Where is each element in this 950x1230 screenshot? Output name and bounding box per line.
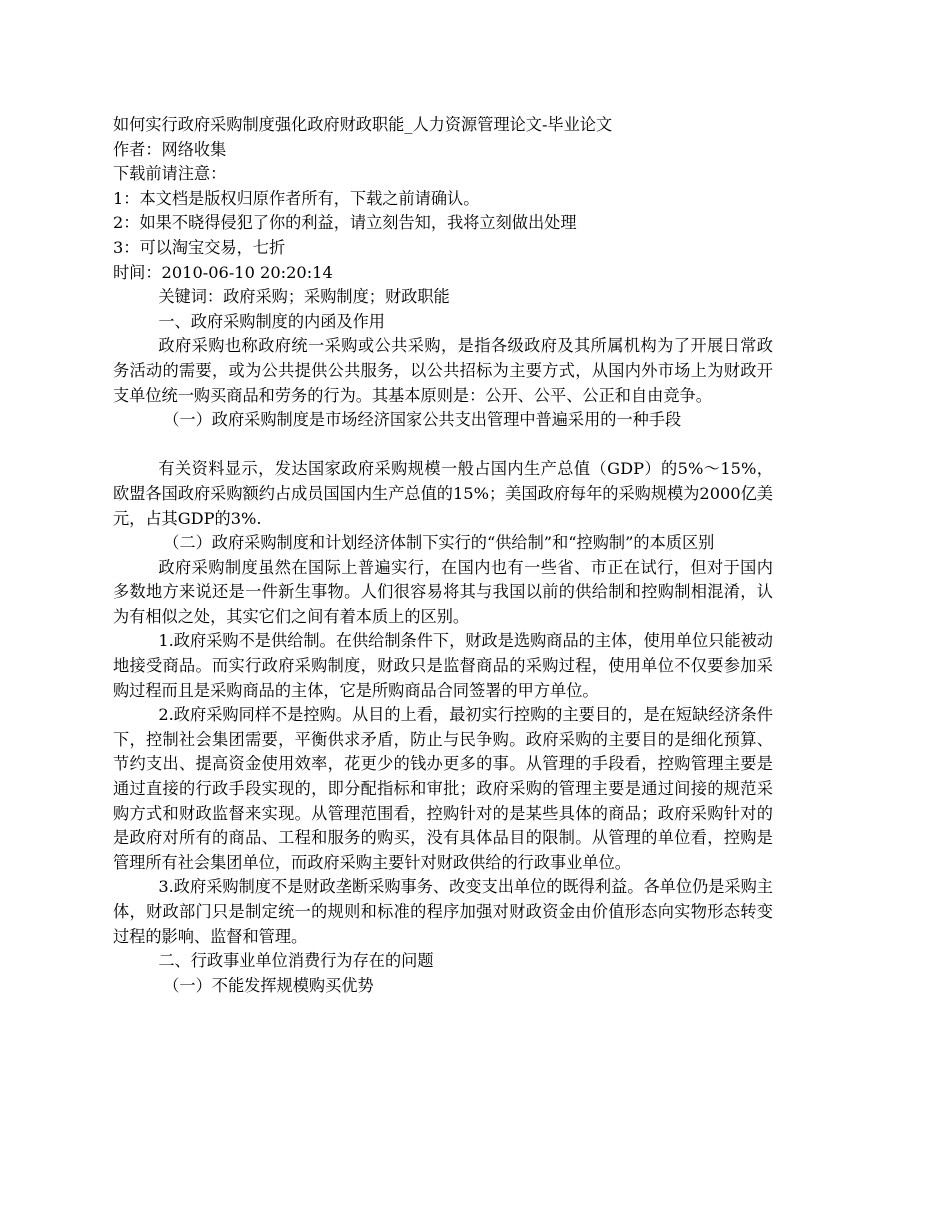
notice-item-3: 3：可以淘宝交易，七折 [113,237,286,257]
keywords: 关键词：政府采购；采购制度；财政职能 [158,287,450,307]
section-heading-2: 二、行政事业单位消费行为存在的问题 [158,951,434,971]
paragraph-4: 1.政府采购不是供给制。在供给制条件下，财政是选购商品的主体，使用单位只能被动地接受商品。而实行政府采购制度，财政只是监督商品的采购过程，使用单位不仅要参加采购过程而且是采购商品的主体，它是所购商品合同签署的甲方单位。 [113,631,773,700]
notice-item-1: 1：本文档是版权归原作者所有，下载之前请确认。 [113,188,480,208]
paragraph-1: 政府采购也称政府统一采购或公共采购，是指各级政府及其所属机构为了开展日常政务活动的需要，或为公共提供公共服务，以公共招标为主要方式，从国内外市场上为财政开支单位统一购买商品和劳务的行为。其基本原则是：公开、公平、公正和自由竞争。 [113,336,773,405]
notice-title: 下载前请注意： [113,164,227,184]
subheading-1: （一）政府采购制度是市场经济国家公共支出管理中普遍采用的一种手段 [163,410,682,430]
section-heading-1: 一、政府采购制度的内函及作用 [158,311,385,331]
author-line: 作者：网络收集 [113,139,227,159]
paragraph-6: 3.政府采购制度不是财政垄断采购事务、改变支出单位的既得利益。各单位仍是采购主体，财政部门只是制定统一的规则和标准的程序加强对财政资金由价值形态向实物形态转变过程的影响、监督和管理。 [113,877,773,946]
paragraph-2: 有关资料显示，发达国家政府采购规模一般占国内生产总值（GDP）的5%～15%，欧盟各国政府采购额约占成员国国内生产总值的15%；美国政府每年的采购规模为2000亿美元，占其GDP的3%. [113,459,773,528]
blank-line [113,433,773,458]
document-page [113,113,773,998]
notice-item-2: 2：如果不晓得侵犯了你的利益，请立刻告知，我将立刻做出处理 [113,213,577,233]
publish-time: 时间：2010-06-10 20:20:14 [113,262,333,282]
subheading-3: （一）不能发挥规模购买优势 [163,975,374,995]
paragraph-5: 2.政府采购同样不是控购。从目的上看，最初实行控购的主要目的，是在短缺经济条件下，控制社会集团需要，平衡供求矛盾，防止与民争购。政府采购的主要目的是细化预算、节约支出、提高资金使用效率，花更少的钱办更多的事。从管理的手段看，控购管理主要是通过直接的行政手段实现的，即分配指标和审批；政府采购的管理主要是通过间接的规范采购方式和财政监督来实现。从管理范围看，控购针对的是某些具体的商品；政府采购针对的是政府对所有的商品、工程和服务的购买，没有具体品目的限制。从管理的单位看，控购是管理所有社会集团单位，而政府采购主要针对财政供给的行政事业单位。 [113,705,773,872]
doc-title: 如何实行政府采购制度强化政府财政职能_人力资源管理论文-毕业论文 [113,115,613,134]
paragraph-3: 政府采购制度虽然在国际上普遍实行，在国内也有一些省、市正在试行，但对于国内多数地方来说还是一件新生事物。人们很容易将其与我国以前的供给制和控购制相混淆，认为有相似之处，其实它们之间有着本质上的区别。 [113,557,773,626]
subheading-2: （二）政府采购制度和计划经济体制下实行的“供给制”和“控购制”的本质区别 [163,533,715,553]
